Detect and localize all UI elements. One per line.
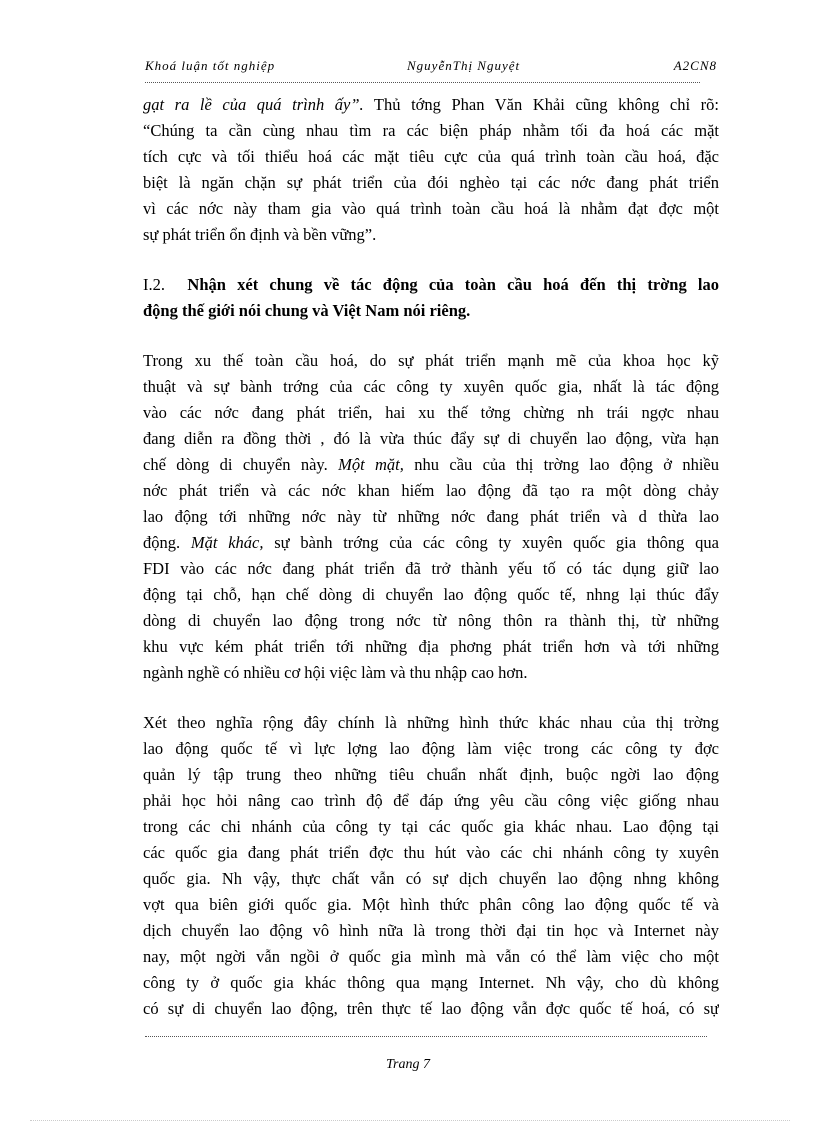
- section-heading: [143, 272, 719, 324]
- header-thesis-label: Khoá luận tốt nghiệp: [145, 58, 276, 73]
- text-line: động tại chỗ, hạn chế dòng di chuyển lao động quốc tế, nhng lại thúc đẩy: [143, 585, 719, 604]
- text-line: quản lý tập trung theo những tiêu chuẩn nhất định, buộc ngời lao động: [143, 765, 719, 784]
- text-line: vì các nớc này tham gia vào quá trình toàn cầu hoá là nhằm đạt đợc một: [143, 199, 719, 218]
- paragraph-gap: [143, 248, 719, 272]
- italic-phrase: gạt ra lề của quá trình ấy”.: [143, 95, 364, 114]
- italic-phrase: Mặt khác,: [190, 533, 264, 552]
- paragraph-gap: [143, 686, 719, 710]
- text-line: nớc phát triển và các nớc khan hiếm lao động đã tạo ra một dòng chảy: [143, 481, 719, 500]
- text-line: đang diễn ra đồng thời , đó là vừa thúc đẩy sự di chuyển lao động, vừa hạn: [143, 429, 719, 448]
- section-number: I.2.: [143, 275, 165, 294]
- text-line: phải học hỏi nâng cao trình độ để đáp ứng yêu cầu công việc giống nhau: [143, 791, 719, 810]
- heading-line: động thế giới nói chung và Việt Nam nói riêng.: [143, 301, 471, 320]
- text-line: các quốc gia đang phát triển đợc thu hút vào các chi nhánh công ty xuyên: [143, 843, 719, 862]
- text-line: công ty ở quốc gia khác thông qua mạng Internet. Nh vậy, cho dù không: [143, 973, 719, 992]
- text-line: nay, một ngời vẫn ngồi ở quốc gia mình mà vẫn có thể làm việc cho một: [143, 947, 719, 966]
- text-line: chế dòng di chuyển này. Một mặt, nhu cầu của thị trờng lao động ở nhiều: [143, 455, 719, 474]
- page-number: Trang 7: [386, 1057, 430, 1072]
- page-bottom-edge: [30, 1120, 790, 1121]
- paragraph-gap: [143, 324, 719, 348]
- heading-line: I.2. Nhận xét chung về tác động của toàn cầu hoá đến thị trờng lao: [143, 275, 719, 294]
- paragraph-broad-sense: [143, 710, 719, 1022]
- text-line: trong các chi nhánh của công ty tại các quốc gia khác nhau. Lao động tại: [143, 817, 719, 836]
- header-author: NguyễnThị Nguyệt: [407, 58, 521, 73]
- text-line: dòng di chuyển lao động trong nớc từ nông thôn ra thành thị, từ những: [143, 611, 719, 630]
- header-divider: [145, 82, 700, 83]
- paragraph-quote: [143, 92, 719, 248]
- text-line: vợt qua biên giới quốc gia. Một hình thức phân công lao động quốc tế và: [143, 895, 719, 914]
- document-body: [143, 92, 719, 1022]
- text-line: thuật và sự bành trớng của các công ty xuyên quốc gia, nhất là tác động: [143, 377, 719, 396]
- italic-phrase: Một mặt,: [338, 455, 404, 474]
- text-line: Trong xu thế toàn cầu hoá, do sự phát triển mạnh mẽ của khoa học kỹ: [143, 351, 719, 370]
- text-line: quốc gia. Nh vậy, thực chất vẫn có sự dịch chuyển lao động nhng không: [143, 869, 719, 888]
- text-line: vào các nớc đang phát triển, hai xu thế tởng chừng nh trái ngợc nhau: [143, 403, 719, 422]
- paragraph-trends: [143, 348, 719, 686]
- page-header: [145, 58, 717, 80]
- text-line: động. Mặt khác, sự bành trớng của các công ty xuyên quốc gia thông qua: [143, 533, 719, 552]
- header-class-code: A2CN8: [673, 58, 717, 73]
- text-line: sự phát triển ổn định và bền vững”.: [143, 225, 377, 244]
- text-line: gạt ra lề của quá trình ấy”. Thủ tớng Phan Văn Khải cũng không chỉ rõ:: [143, 95, 719, 114]
- text-line: khu vực kém phát triển tới những địa phơng phát triển hơn và tới những: [143, 637, 719, 656]
- footer-divider: [145, 1036, 707, 1037]
- text-line: lao động tới những nớc này từ những nớc đang phát triển và d thừa lao: [143, 507, 719, 526]
- text-line: “Chúng ta cần cùng nhau tìm ra các biện pháp nhằm tối đa hoá các mặt: [143, 121, 719, 140]
- text-line: biệt là ngăn chặn sự phát triển của đói nghèo tại các nớc đang phát triển: [143, 173, 719, 192]
- text-line: tích cực và tối thiểu hoá các mặt tiêu cực của quá trình toàn cầu hoá, đặc: [143, 147, 719, 166]
- text-line: dịch chuyển lao động vô hình nữa là trong thời đại tin học và Internet này: [143, 921, 719, 940]
- text-line: ngành nghề có nhiều cơ hội việc làm và thu nhập cao hơn.: [143, 663, 528, 682]
- text-line: Xét theo nghĩa rộng đây chính là những hình thức khác nhau của thị trờng: [143, 713, 719, 732]
- text-line: FDI vào các nớc đang phát triển đã trở thành yếu tố có tác dụng giữ lao: [143, 559, 719, 578]
- text-line: lao động quốc tế vì lực lợng lao động làm việc trong các công ty đợc: [143, 739, 719, 758]
- text-line: có sự di chuyển lao động, trên thực tế lao động vẫn đợc quốc tế hoá, có sự: [143, 999, 719, 1018]
